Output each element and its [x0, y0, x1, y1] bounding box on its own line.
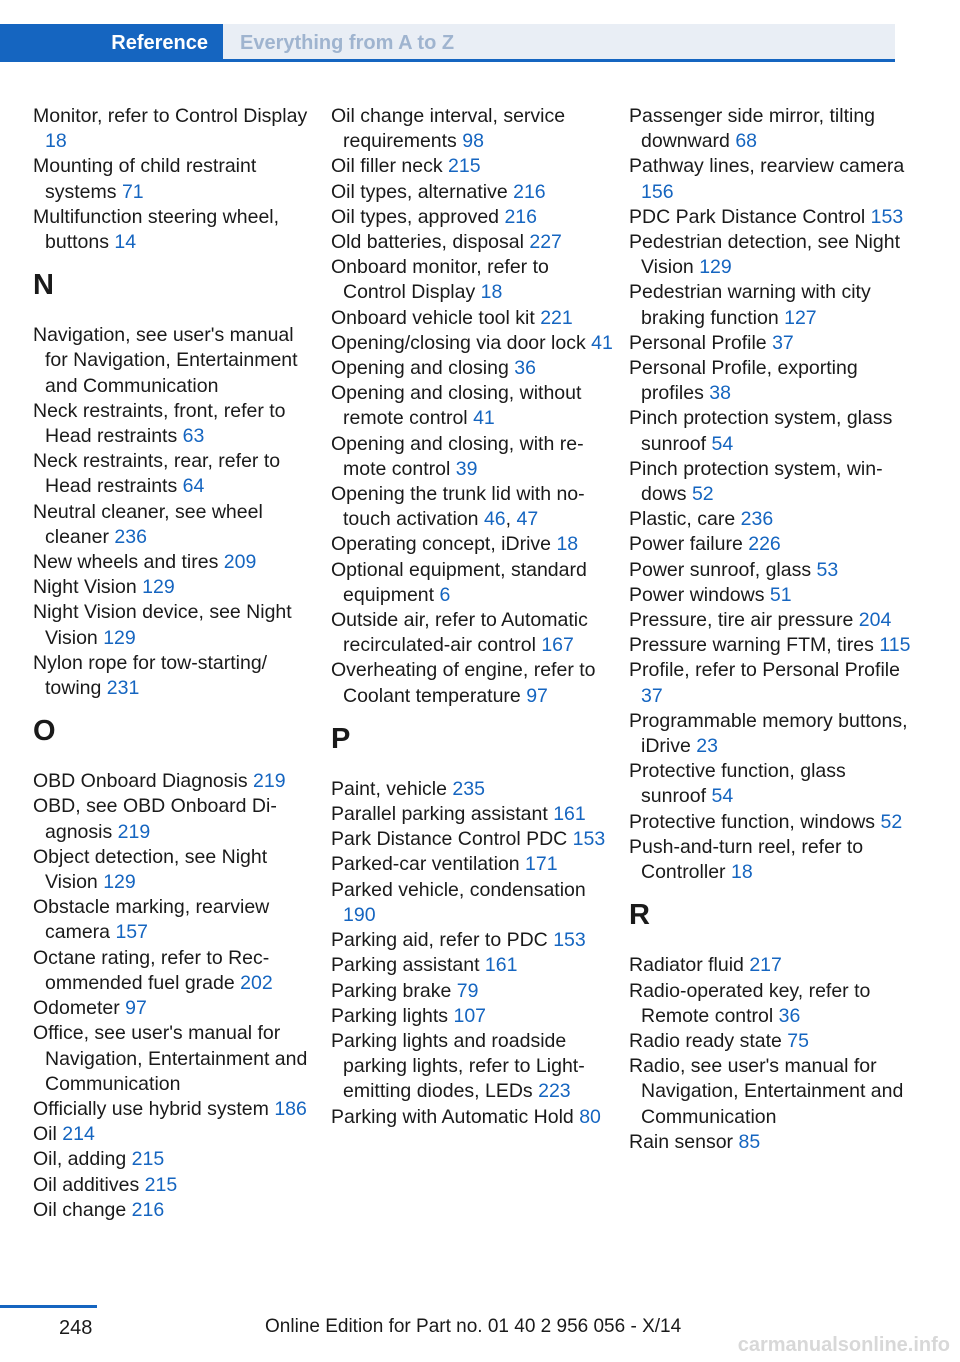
- index-entry: [331, 331, 616, 356]
- entry-text: Oil, adding: [33, 1148, 127, 1171]
- section-letter: R: [629, 899, 650, 932]
- index-entry: [629, 406, 914, 456]
- entry-text: Multifunction steering wheel, buttons: [33, 205, 280, 254]
- entry-text: Parking lights and roadside parking lights, refer to Light-emitting diodes, LEDs: [331, 1029, 585, 1103]
- index-entry: [331, 878, 616, 928]
- page-link[interactable]: 41: [591, 331, 613, 354]
- page-link[interactable]: 46: [483, 508, 506, 531]
- entry-text: Rain sensor: [629, 1130, 734, 1153]
- index-entry: [629, 608, 914, 633]
- entry-text: Parked-car ventilation: [331, 853, 520, 876]
- entry-text: Programmable memory buttons, iDrive: [629, 709, 908, 758]
- index-column-3: [629, 104, 914, 1155]
- entry-text: Octane rating, refer to Recommended fuel grade: [33, 946, 270, 994]
- entry-text: Oil change interval, service requirements: [331, 105, 566, 153]
- index-entry: [33, 399, 318, 449]
- index-entry: [629, 532, 914, 557]
- entry-text: Power windows: [629, 583, 765, 606]
- page-link[interactable]: 36: [778, 1004, 801, 1027]
- page-link[interactable]: 171: [525, 853, 558, 876]
- index-entry: [331, 356, 616, 381]
- page-link[interactable]: 215: [131, 1148, 165, 1171]
- page-link[interactable]: 204: [858, 609, 892, 632]
- page-link[interactable]: 161: [484, 954, 518, 977]
- page-link[interactable]: 38: [709, 382, 731, 405]
- page-link[interactable]: 54: [711, 432, 734, 455]
- page-link[interactable]: 219: [253, 770, 286, 793]
- entry-text: Radiator fluid: [629, 954, 744, 977]
- page-number-rule: [0, 1305, 97, 1308]
- page-link[interactable]: 18: [480, 281, 503, 304]
- index-entry: [629, 507, 914, 532]
- index-entry: [331, 180, 616, 205]
- page-link[interactable]: 18: [556, 533, 579, 556]
- page-link[interactable]: 127: [784, 306, 817, 329]
- entry-text: Oil change: [33, 1198, 127, 1221]
- page-link[interactable]: 167: [541, 634, 574, 657]
- index-entry: [331, 777, 616, 802]
- page-link[interactable]: 226: [748, 533, 781, 556]
- page-link[interactable]: 51: [769, 583, 792, 606]
- page-link[interactable]: 209: [223, 551, 257, 574]
- page-link[interactable]: 217: [749, 954, 782, 977]
- page-link[interactable]: 52: [691, 483, 714, 506]
- page-link[interactable]: 129: [699, 256, 732, 279]
- entry-text: Radio-operated key, refer to Remote control: [629, 979, 871, 1027]
- index-entry: [629, 709, 914, 759]
- entry-text: Personal Profile: [629, 331, 767, 354]
- entry-text: Park Distance Control PDC: [331, 828, 568, 851]
- entry-text: Pressure, tire air pressure: [629, 609, 854, 632]
- page-link[interactable]: 18: [45, 130, 67, 153]
- entry-text: Neutral cleaner, see wheel cleaner: [33, 500, 263, 548]
- entry-text: Neck restraints, front, refer to Head restraints: [33, 399, 286, 448]
- index-entry: [33, 1198, 318, 1223]
- index-entry: [33, 575, 318, 600]
- page-link[interactable]: 219: [117, 820, 151, 843]
- entry-text: Parking brake: [331, 979, 452, 1002]
- index-entry: [331, 432, 616, 482]
- entry-text: Outside air, refer to Automatic recirculated-air control: [331, 609, 588, 657]
- section-letter: P: [331, 722, 351, 755]
- entry-text: Pedestrian warning with city braking function: [629, 281, 871, 329]
- page-link[interactable]: 54: [711, 785, 734, 808]
- page-link[interactable]: 79: [456, 979, 479, 1002]
- index-entry: [331, 928, 616, 953]
- index-entry: [629, 1130, 914, 1155]
- entry-text: Night Vision device, see Night Vision: [33, 601, 292, 649]
- index-entry: [33, 550, 318, 575]
- index-entry: [629, 658, 914, 708]
- index-entry: [33, 449, 318, 499]
- entry-text: Officially use hybrid system: [33, 1097, 269, 1120]
- entry-text: Opening and closing, without remote control: [331, 382, 582, 430]
- index-column-1: [33, 104, 318, 1223]
- tab-everything-a-to-z[interactable]: Everything from A to Z: [223, 24, 895, 62]
- index-entry: [331, 230, 616, 255]
- page-link[interactable]: 129: [142, 576, 175, 599]
- page-link[interactable]: 115: [879, 634, 911, 657]
- page-link[interactable]: 231: [106, 677, 140, 700]
- entry-text: Protective function, glass sunroof: [629, 760, 846, 808]
- index-entry: [331, 1105, 616, 1130]
- header-tabs: [0, 24, 895, 62]
- page-link[interactable]: 202: [240, 971, 273, 994]
- entry-text: Radio ready state: [629, 1029, 782, 1052]
- index-entry: [33, 154, 318, 204]
- page-link[interactable]: 36: [514, 357, 536, 380]
- index-entry: [331, 532, 616, 557]
- page-link[interactable]: 98: [462, 130, 484, 153]
- page-link[interactable]: 97: [125, 997, 147, 1020]
- entry-text: Object detection, see Night Vision: [33, 845, 268, 894]
- page-link[interactable]: 129: [103, 871, 136, 894]
- header-divider: [0, 59, 895, 62]
- index-entry: [33, 1021, 318, 1097]
- entry-text: Protective function, windows: [629, 810, 876, 833]
- index-entry: [629, 633, 914, 658]
- index-entry: [629, 154, 914, 204]
- entry-text: Opening and closing: [331, 357, 509, 380]
- index-entry: [33, 1122, 318, 1147]
- index-entry: [331, 608, 616, 658]
- index-entry: [331, 953, 616, 978]
- entry-text: Navigation, see user's manual for Navigation, Entertainment and Communication: [33, 324, 298, 397]
- entry-text: Plastic, care: [629, 508, 736, 531]
- page-link[interactable]: 190: [343, 903, 376, 926]
- page-link[interactable]: 63: [182, 425, 205, 448]
- index-entry: [33, 996, 318, 1021]
- entry-text: Mounting of child restraint systems: [33, 155, 257, 203]
- index-entry: [331, 306, 616, 331]
- entry-text: New wheels and tires: [33, 551, 219, 574]
- entry-text: Overheating of engine, refer to Coolant temperature: [331, 659, 596, 707]
- entry-text: Office, see user's manual for Navigation, Entertainment and Communication: [33, 1022, 308, 1095]
- entry-text: Night Vision: [33, 576, 137, 599]
- entry-text: Optional equipment, standard equipment: [331, 558, 587, 606]
- page-link[interactable]: 153: [870, 205, 904, 228]
- entry-text: Oil filler neck: [331, 155, 443, 178]
- index-entry: [33, 500, 318, 550]
- entry-text: Nylon rope for tow-starting/ towing: [33, 651, 268, 700]
- entry-text: Parking aid, refer to PDC: [331, 929, 548, 952]
- index-entry: [629, 835, 914, 885]
- page-link[interactable]: 161: [553, 803, 586, 826]
- entry-text: Monitor, refer to Control Display: [33, 105, 308, 127]
- page-link[interactable]: 216: [131, 1198, 165, 1221]
- entry-text: Parked vehicle, condensation: [331, 878, 586, 901]
- page-link[interactable]: 186: [274, 1097, 307, 1120]
- page-link[interactable]: 41: [473, 407, 495, 430]
- index-entry: [331, 558, 616, 608]
- page-link[interactable]: 236: [114, 525, 147, 548]
- page-link[interactable]: 14: [114, 231, 137, 254]
- section-letter: O: [33, 715, 56, 748]
- index-entry: [331, 1029, 616, 1105]
- page-link[interactable]: 214: [62, 1123, 95, 1146]
- watermark: carmanualsonline.info: [737, 1334, 950, 1356]
- page-link[interactable]: 236: [740, 508, 774, 531]
- entry-text: OBD, see OBD Onboard Diagnosis: [33, 795, 277, 843]
- index-entry: Opening the trunk lid with no-touch activation 46, 47: [331, 483, 585, 531]
- entry-text: Oil types, approved: [331, 205, 500, 228]
- index-entry: [629, 356, 914, 406]
- index-entry: [331, 104, 616, 154]
- page-link[interactable]: 215: [144, 1173, 178, 1196]
- entry-text: Parking assistant: [331, 954, 480, 977]
- page-link[interactable]: 75: [787, 1029, 809, 1052]
- index-entry: [331, 827, 616, 852]
- index-entry: [33, 600, 318, 650]
- index-entry: [33, 895, 318, 945]
- page-link[interactable]: 156: [641, 180, 674, 203]
- index-entry: [629, 1054, 914, 1130]
- entry-text: Opening the trunk lid with no-touch activation: [331, 483, 585, 531]
- index-entry: [629, 979, 914, 1029]
- index-column-2: [331, 104, 616, 1130]
- page-link[interactable]: 68: [735, 130, 758, 153]
- index-entry: [629, 1029, 914, 1054]
- page-link[interactable]: 129: [103, 626, 136, 649]
- index-entry: [33, 794, 318, 844]
- entry-text: Profile, refer to Personal Profile: [629, 659, 900, 682]
- page-link[interactable]: 39: [455, 457, 478, 480]
- page-link[interactable]: 64: [182, 475, 205, 498]
- index-entry: [33, 104, 318, 154]
- index-entry: [331, 255, 616, 305]
- page-link[interactable]: 80: [579, 1105, 601, 1128]
- page-link[interactable]: 85: [738, 1130, 761, 1153]
- page-number: 248: [59, 1317, 93, 1339]
- entry-text: Pinch protection system, windows: [629, 457, 883, 506]
- entry-text: Parking lights: [331, 1004, 449, 1027]
- entry-text: Radio, see user's manual for Navigation, Entertainment and Communication: [629, 1055, 904, 1128]
- index-entry: [629, 583, 914, 608]
- entry-text: Parallel parking assistant: [331, 803, 548, 826]
- entry-text: Personal Profile, exporting profiles: [629, 357, 858, 405]
- index-entry: [33, 845, 318, 895]
- page-link[interactable]: 227: [529, 231, 562, 254]
- entry-text: Onboard vehicle tool kit: [331, 306, 535, 329]
- entry-text: Onboard monitor, refer to Control Display: [331, 256, 549, 304]
- index-entry: [629, 230, 914, 280]
- entry-text: Pathway lines, rearview camera: [629, 155, 905, 178]
- page-link[interactable]: 6: [439, 583, 451, 606]
- page-link[interactable]: 221: [540, 306, 573, 329]
- page-link[interactable]: 216: [504, 205, 537, 228]
- page-link[interactable]: 23: [696, 735, 718, 758]
- page-link[interactable]: 47: [516, 508, 539, 531]
- index-entry: [33, 946, 318, 996]
- entry-text: PDC Park Distance Control: [629, 205, 866, 228]
- edition-footer: Online Edition for Part no. 01 40 2 956 056 - X/14: [265, 1316, 682, 1337]
- page-link[interactable]: 153: [553, 929, 586, 952]
- page-link[interactable]: 37: [772, 331, 794, 354]
- entry-text: Pinch protection system, glass sunroof: [629, 407, 893, 455]
- entry-text: Obstacle marking, rearview camera: [33, 896, 270, 944]
- page-link[interactable]: 223: [538, 1080, 571, 1103]
- index-entry: [629, 205, 914, 230]
- page-link[interactable]: 71: [121, 180, 144, 203]
- tab-reference[interactable]: Reference: [0, 24, 223, 62]
- index-entry: [33, 651, 318, 701]
- index-entry: [629, 558, 914, 583]
- index-entry: [629, 810, 914, 835]
- index-entry: [33, 323, 318, 399]
- entry-text: Opening and closing, with remote control: [331, 432, 584, 480]
- index-entry: [629, 104, 914, 154]
- page-link[interactable]: 53: [816, 558, 839, 581]
- index-entry: [331, 205, 616, 230]
- entry-text: Opening/closing via door lock: [331, 331, 586, 354]
- index-entry: [331, 979, 616, 1004]
- index-entry: [331, 1004, 616, 1029]
- page-link[interactable]: 157: [115, 921, 148, 944]
- entry-text: Pedestrian detection, see Night Vision: [629, 231, 901, 279]
- index-entry: [331, 154, 616, 179]
- index-entry: [331, 658, 616, 708]
- index-entry: [33, 205, 318, 255]
- section-letter: N: [33, 269, 54, 302]
- page-link[interactable]: 107: [453, 1004, 487, 1027]
- index-entry: [33, 1097, 318, 1122]
- entry-text: Neck restraints, rear, refer to Head restraints: [33, 450, 281, 498]
- entry-text: Power failure: [629, 533, 743, 556]
- entry-text: OBD Onboard Diagnosis: [33, 770, 248, 793]
- page-link[interactable]: 97: [526, 684, 548, 707]
- page-link[interactable]: 37: [641, 684, 663, 707]
- entry-text: Oil: [33, 1123, 57, 1146]
- index-entry: [331, 381, 616, 431]
- entry-text: Paint, vehicle: [331, 777, 447, 800]
- index-entry: [33, 769, 318, 794]
- entry-text: Oil types, alternative: [331, 180, 508, 203]
- index-entry: [629, 331, 914, 356]
- entry-text: Passenger side mirror, tilting downward: [629, 105, 876, 153]
- index-entry: [629, 280, 914, 330]
- page-link[interactable]: 52: [880, 810, 903, 833]
- entry-text: Oil additives: [33, 1173, 140, 1196]
- page-link[interactable]: 153: [572, 828, 606, 851]
- page-link[interactable]: 18: [730, 861, 753, 884]
- entry-text: Pressure warning FTM, tires: [629, 634, 874, 657]
- entry-text: Parking with Automatic Hold: [331, 1105, 574, 1128]
- entry-text: Operating concept, iDrive: [331, 533, 552, 556]
- index-entry: [33, 1173, 318, 1198]
- index-entry: [331, 802, 616, 827]
- index-entry: [629, 457, 914, 507]
- page-link[interactable]: 235: [452, 777, 485, 800]
- entry-text: Power sunroof, glass: [629, 558, 812, 581]
- entry-text: Push-and-turn reel, refer to Controller: [629, 835, 864, 884]
- page-link[interactable]: 215: [448, 155, 481, 178]
- page-link[interactable]: 216: [513, 180, 546, 203]
- entry-text: Odometer: [33, 997, 120, 1020]
- index-entry: [33, 1147, 318, 1172]
- index-entry: [629, 759, 914, 809]
- entry-text: Old batteries, disposal: [331, 231, 524, 254]
- index-entry: [331, 852, 616, 877]
- index-entry: [629, 953, 914, 978]
